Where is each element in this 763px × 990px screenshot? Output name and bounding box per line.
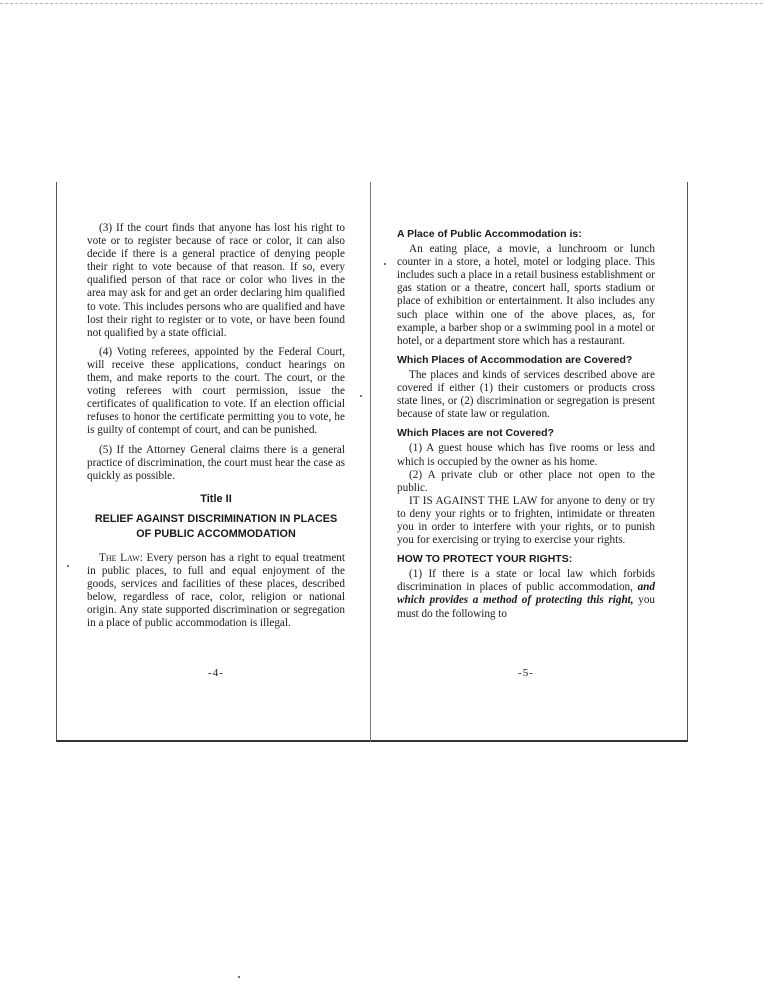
left-page (87, 222, 345, 636)
the-law-text: Every person has a right to equal treatment in public places, to full and equal enjoyment of the goods, services and facilities of these places, described below, regardless of race, color, religion or national origin. Any state supported discrimination or segregation in a place of public accommodation is illegal. (87, 551, 345, 630)
paragraph-5: (5) If the Attorney General claims there is a general practice of discrimination, the court must hear the case as quickly as possible. (87, 443, 345, 482)
paragraph-4: (4) Voting referees, appointed by the Federal Court, will receive these applications, conduct hearings on them, and make reports to the court. The court, or the voting referees with court permission, issue the certificates of qualification to vote. If an election official refuses to honor the certificate permitting you to vote, he is guilty of contempt of court, and can be punished. (87, 345, 345, 437)
paragraph-covered: The places and kinds of services described above are covered if either (1) their customers or products cross state lines, or (2) discrimination or segregation is present because of state law or regulation. (397, 368, 655, 421)
scan-speck (360, 395, 362, 397)
scan-top-edge (0, 3, 763, 4)
scan-speck (384, 263, 386, 265)
section-heading: RELIEF AGAINST DISCRIMINATION IN PLACES OF PUBLIC ACCOMMODATION (94, 512, 338, 540)
heading-public-accommodation: A Place of Public Accommodation is: (397, 228, 582, 240)
paragraph-against-law: IT IS AGAINST THE LAW for anyone to deny or try to deny your rights or to frighten, intimidate or threaten you in order to interfere with your rights, or to punish you for exercising or trying to exercise your rights. (397, 494, 655, 547)
protect-text-start: (1) If there is a state or local law which forbids discrimination in places of public accommodation, (397, 568, 655, 594)
protect-text-emphasis: and which provides a method of protecting this right, (397, 581, 655, 607)
center-fold (370, 182, 371, 742)
scan-speck (67, 565, 69, 567)
page-number-right: -5- (518, 667, 534, 679)
paragraph-eating-place: An eating place, a movie, a lunchroom or lunch counter in a store, a hotel, motel or lodging place. This includes such a place in a retail business establishment or gas station or a theatre, concert hall, sports stadium or place of exhibition or entertainment. It also includes any such place within one of the above places, as, for example, a barber shop or a swimming pool in a motel or hotel, or a department store which has a restaurant. (397, 243, 655, 347)
heading-protect-rights: HOW TO PROTECT YOUR RIGHTS: (397, 553, 573, 566)
page-number-left: -4- (208, 667, 224, 679)
right-page (397, 222, 655, 627)
paragraph-3: (3) If the court finds that anyone has lost his right to vote or to register because of race or color, it can also decide if there is a general practice of denying people their right to vote because of that reason. If so, every qualified person of that race or color who lives in the area may ask for and get an order declaring him qualified to vote. This includes persons who are qualified and have lost their right to register or to vote, or have been found not qualified by a state official. (87, 222, 345, 339)
the-law-lead: The Law: (99, 551, 143, 564)
the-law-paragraph (87, 552, 345, 631)
heading-covered: Which Places of Accommodation are Covered? (397, 353, 633, 366)
paragraph-guest-house: (1) A guest house which has five rooms or less and which is occupied by the owner as his home. (397, 442, 655, 468)
scan-speck (238, 976, 240, 978)
protect-text-end: you must do the following to (397, 594, 656, 620)
paragraph-private-club: (2) A private club or other place not open to the public. (397, 468, 655, 494)
heading-not-covered: Which Places are not Covered? (397, 427, 554, 440)
paragraph-protect (397, 568, 655, 620)
title-label: Title II (200, 492, 232, 505)
